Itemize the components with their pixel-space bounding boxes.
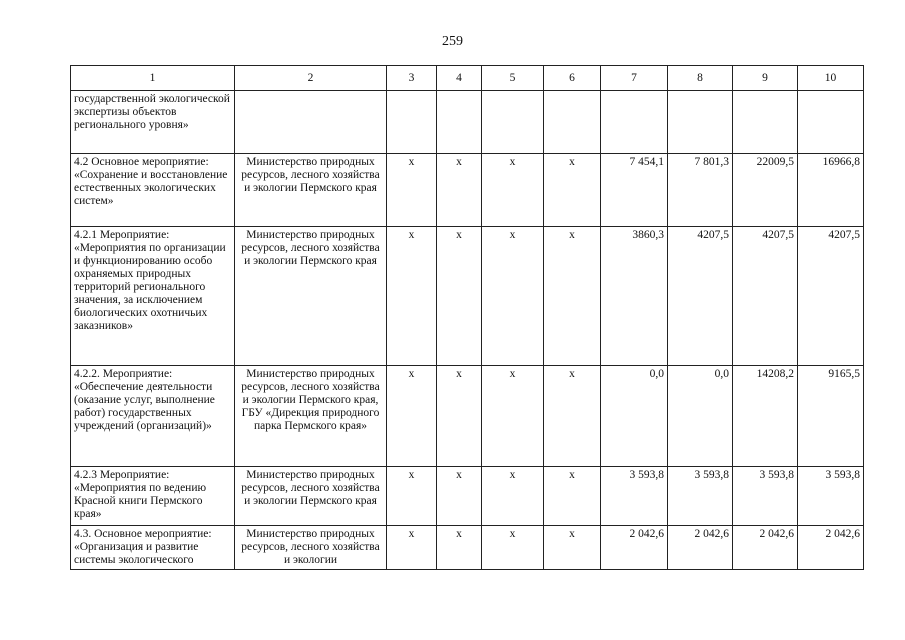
header-col-1: 1 bbox=[71, 66, 235, 91]
row-activity-name: 4.2 Основное мероприятие: «Сохранение и восстановление естественных экологических систем» bbox=[71, 154, 235, 227]
row-col-8: 0,0 bbox=[668, 366, 733, 467]
row-col-4: x bbox=[437, 366, 482, 467]
table-row bbox=[71, 91, 864, 154]
table-row bbox=[71, 467, 864, 526]
row-col-9: 3 593,8 bbox=[733, 467, 798, 526]
row-col-8: 2 042,6 bbox=[668, 526, 733, 570]
row-col-6: x bbox=[544, 526, 601, 570]
row-col-5: x bbox=[482, 526, 544, 570]
header-col-6: 6 bbox=[544, 66, 601, 91]
row-col-9: 22009,5 bbox=[733, 154, 798, 227]
row-col-9: 14208,2 bbox=[733, 366, 798, 467]
row-col-8: 3 593,8 bbox=[668, 467, 733, 526]
row-col-3: x bbox=[387, 467, 437, 526]
row-col-10 bbox=[798, 91, 864, 154]
row-col-7: 7 454,1 bbox=[601, 154, 668, 227]
row-col-10: 9165,5 bbox=[798, 366, 864, 467]
row-col-8: 4207,5 bbox=[668, 227, 733, 366]
row-col-3 bbox=[387, 91, 437, 154]
row-executor bbox=[235, 91, 387, 154]
row-col-3: x bbox=[387, 366, 437, 467]
row-col-10: 16966,8 bbox=[798, 154, 864, 227]
row-col-4: x bbox=[437, 526, 482, 570]
row-col-8: 7 801,3 bbox=[668, 154, 733, 227]
row-col-10: 3 593,8 bbox=[798, 467, 864, 526]
row-col-4 bbox=[437, 91, 482, 154]
table-row bbox=[71, 366, 864, 467]
row-col-10: 2 042,6 bbox=[798, 526, 864, 570]
header-col-8: 8 bbox=[668, 66, 733, 91]
row-col-6 bbox=[544, 91, 601, 154]
row-col-9 bbox=[733, 91, 798, 154]
row-col-5: x bbox=[482, 154, 544, 227]
row-col-6: x bbox=[544, 227, 601, 366]
row-col-7: 2 042,6 bbox=[601, 526, 668, 570]
table-row bbox=[71, 526, 864, 570]
row-activity-name: 4.2.1 Мероприятие: «Мероприятия по организации и функционированию особо охраняемых природных территорий регионального значения, за исключением биологических охотничьих заказников» bbox=[71, 227, 235, 366]
header-col-7: 7 bbox=[601, 66, 668, 91]
header-col-3: 3 bbox=[387, 66, 437, 91]
row-col-4: x bbox=[437, 227, 482, 366]
row-col-4: x bbox=[437, 467, 482, 526]
row-col-5: x bbox=[482, 467, 544, 526]
row-col-6: x bbox=[544, 467, 601, 526]
header-col-9: 9 bbox=[733, 66, 798, 91]
table-row bbox=[71, 154, 864, 227]
header-col-5: 5 bbox=[482, 66, 544, 91]
row-col-3: x bbox=[387, 154, 437, 227]
row-col-7: 3860,3 bbox=[601, 227, 668, 366]
row-executor: Министерство природных ресурсов, лесного хозяйства и экологии Пермского края bbox=[235, 467, 387, 526]
table-row bbox=[71, 227, 864, 366]
row-col-9: 4207,5 bbox=[733, 227, 798, 366]
row-col-8 bbox=[668, 91, 733, 154]
row-col-4: x bbox=[437, 154, 482, 227]
page-number: 259 bbox=[442, 34, 463, 49]
row-col-7: 0,0 bbox=[601, 366, 668, 467]
row-col-6: x bbox=[544, 154, 601, 227]
row-executor: Министерство природных ресурсов, лесного хозяйства и экологии bbox=[235, 526, 387, 570]
header-col-2: 2 bbox=[235, 66, 387, 91]
row-col-9: 2 042,6 bbox=[733, 526, 798, 570]
row-executor: Министерство природных ресурсов, лесного хозяйства и экологии Пермского края, ГБУ «Дирекция природного парка Пермского края» bbox=[235, 366, 387, 467]
header-col-4: 4 bbox=[437, 66, 482, 91]
row-col-5: x bbox=[482, 227, 544, 366]
row-activity-name: 4.2.3 Мероприятие: «Мероприятия по ведению Красной книги Пермского края» bbox=[71, 467, 235, 526]
row-col-7: 3 593,8 bbox=[601, 467, 668, 526]
row-activity-name: 4.3. Основное мероприятие: «Организация и развитие системы экологического bbox=[71, 526, 235, 570]
row-col-3: x bbox=[387, 227, 437, 366]
row-executor: Министерство природных ресурсов, лесного хозяйства и экологии Пермского края bbox=[235, 227, 387, 366]
row-col-3: x bbox=[387, 526, 437, 570]
row-executor: Министерство природных ресурсов, лесного хозяйства и экологии Пермского края bbox=[235, 154, 387, 227]
row-col-5 bbox=[482, 91, 544, 154]
header-col-10: 10 bbox=[798, 66, 864, 91]
program-table bbox=[70, 65, 864, 570]
row-activity-name: 4.2.2. Мероприятие: «Обеспечение деятельности (оказание услуг, выполнение работ) государственных учреждений (организаций)» bbox=[71, 366, 235, 467]
header-row bbox=[71, 66, 864, 91]
row-col-7 bbox=[601, 91, 668, 154]
row-activity-name: государственной экологической экспертизы объектов регионального уровня» bbox=[71, 91, 235, 154]
row-col-5: x bbox=[482, 366, 544, 467]
row-col-6: x bbox=[544, 366, 601, 467]
row-col-10: 4207,5 bbox=[798, 227, 864, 366]
